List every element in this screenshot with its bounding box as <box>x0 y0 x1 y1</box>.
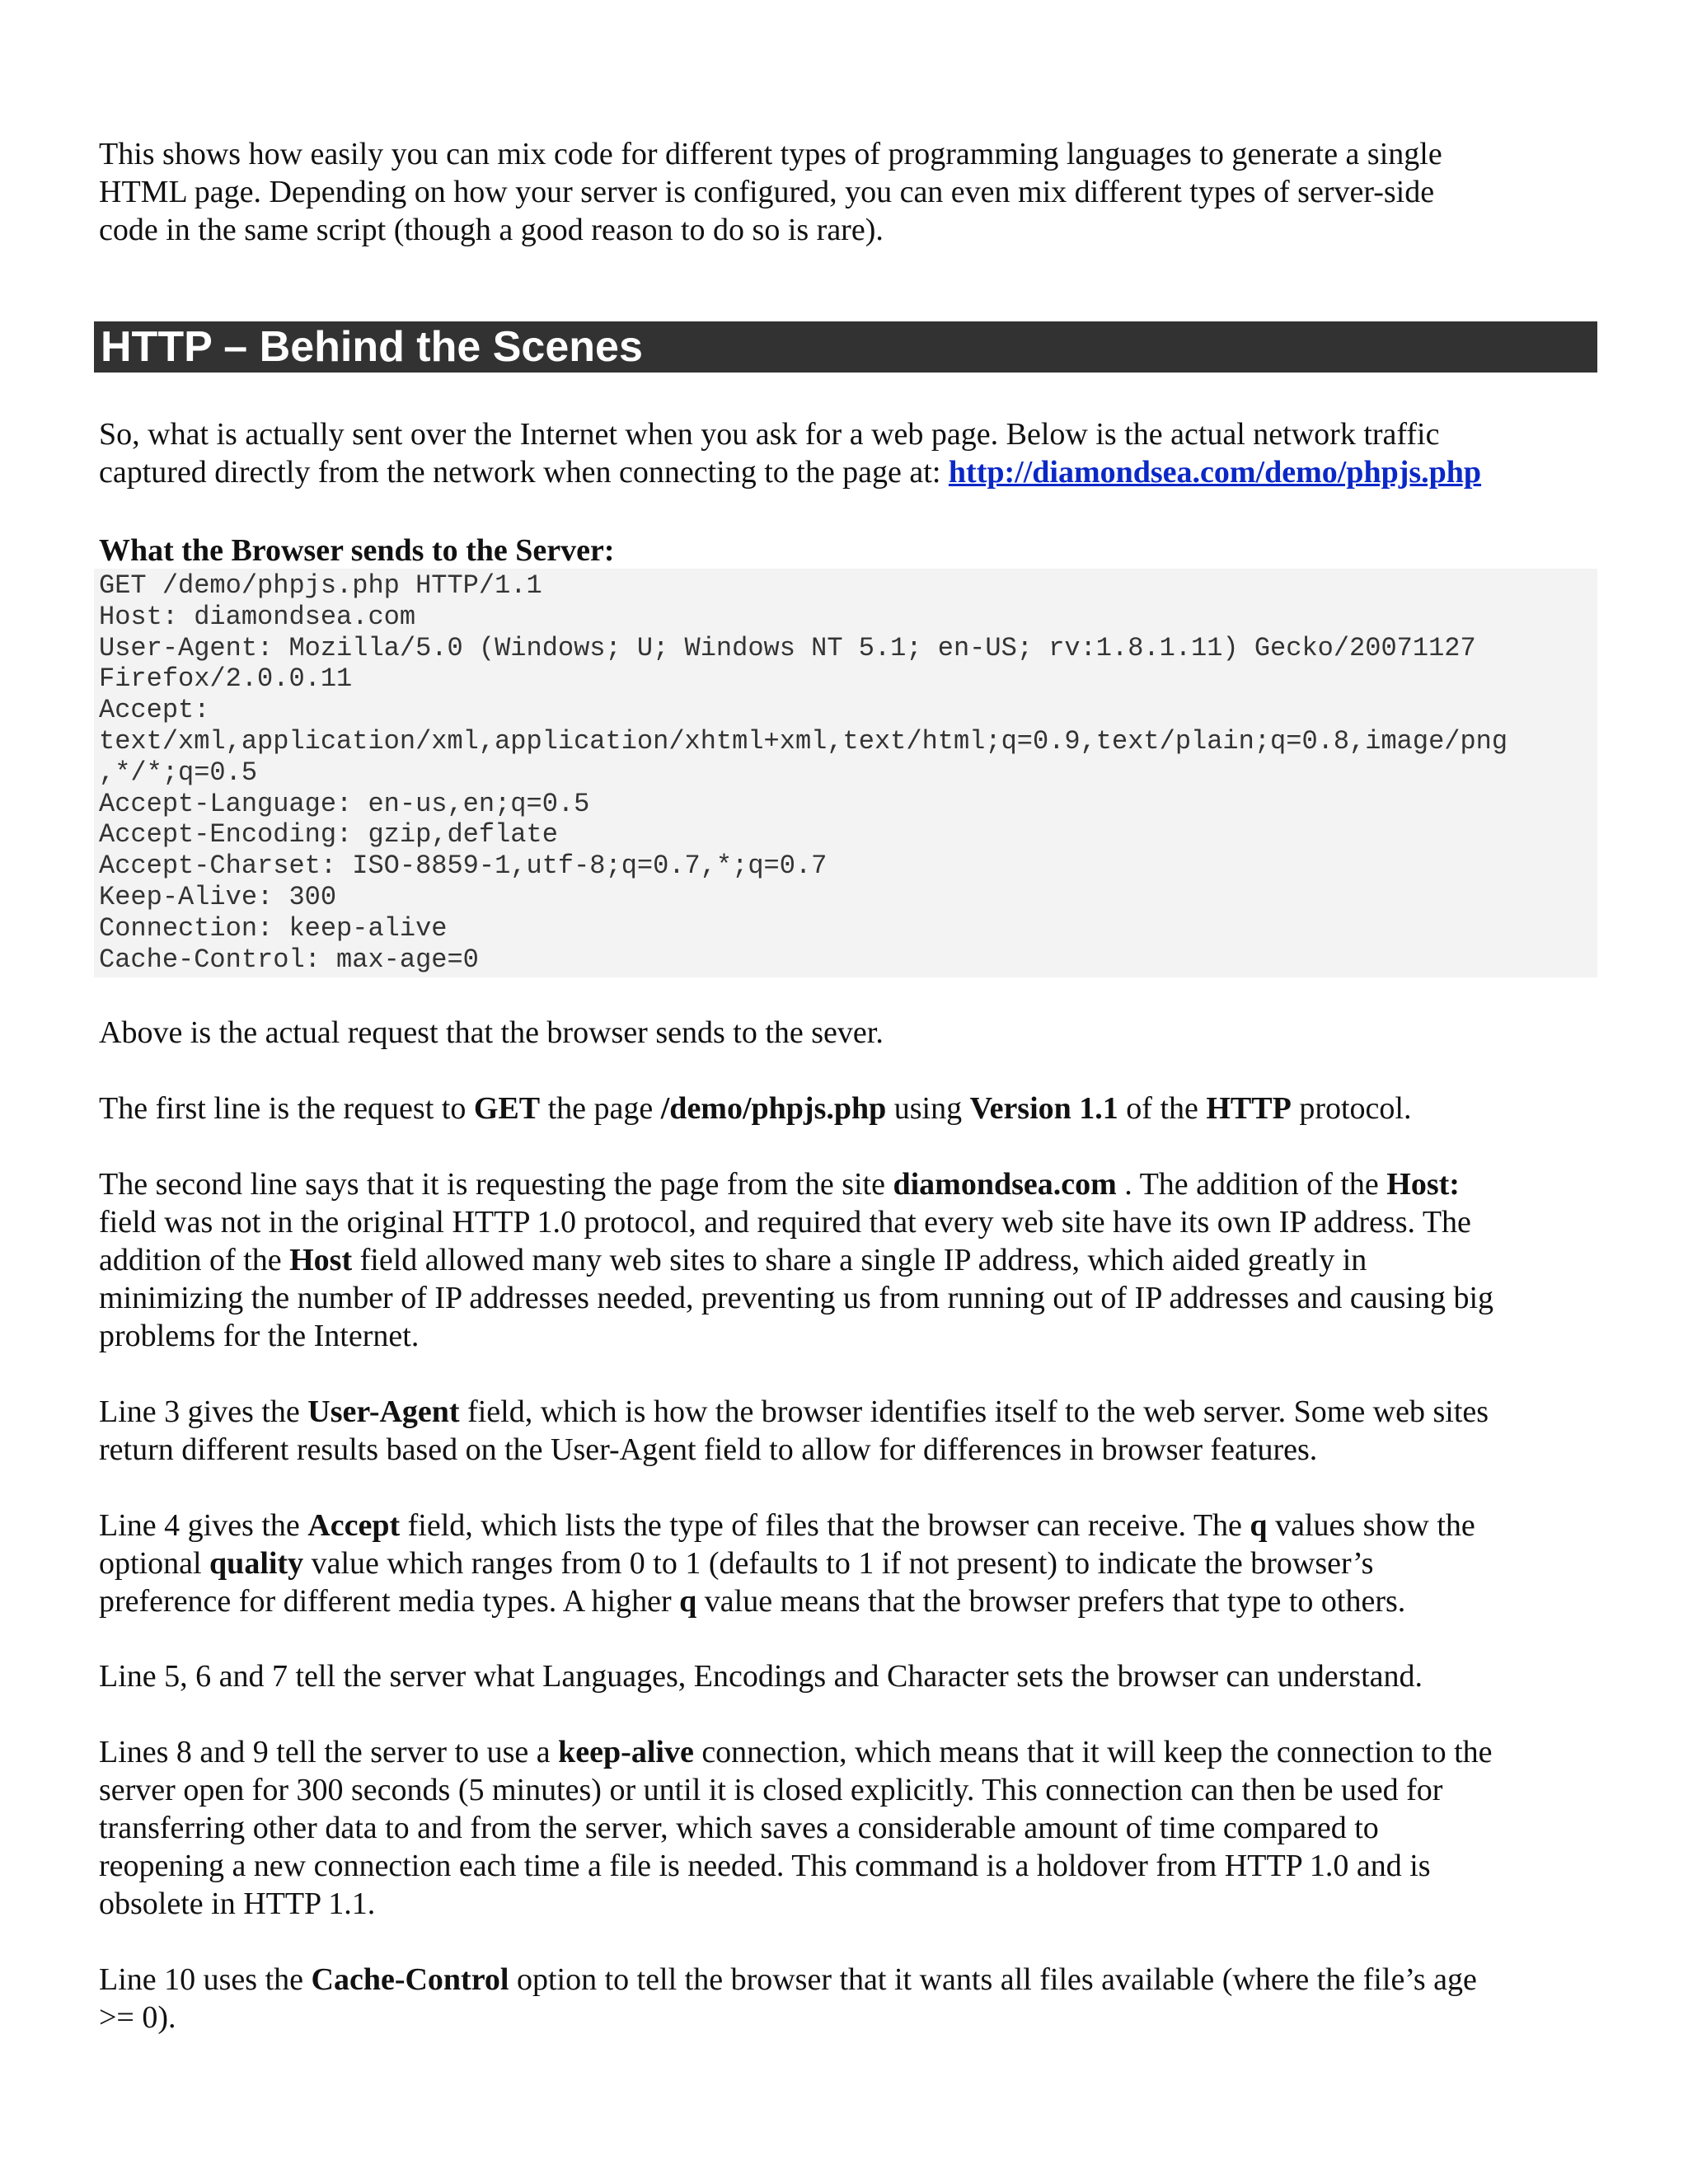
line567-text: Line 5, 6 and 7 tell the server what Languages, Encodings and Character sets the browser can understand. <box>99 1659 1423 1694</box>
intro-line: HTML page. Depending on how your server is configured, you can even mix different types of server-side <box>99 175 1435 209</box>
code-line: ,*/*;q=0.5 <box>99 757 258 788</box>
line4-text: optional quality value which ranges from 0 to 1 (defaults to 1 if not present) to indicate the browser’s <box>99 1546 1374 1581</box>
code-line: Accept-Language: en-us,en;q=0.5 <box>99 788 590 819</box>
line4-text: Line 4 gives the Accept field, which lists the type of files that the browser can receive. The q values show the <box>99 1508 1475 1543</box>
line89-text: transferring other data to and from the server, which saves a considerable amount of time compared to <box>99 1811 1379 1845</box>
so-line <box>99 453 1599 491</box>
line4-paragraph <box>99 1507 1599 1620</box>
so-paragraph <box>99 415 1599 491</box>
line3-text: return different results based on the User-Agent field to allow for differences in browser features. <box>99 1432 1318 1467</box>
second-line-text: The second line says that it is requesting the page from the site diamondsea.com . The addition of the Host: <box>99 1167 1460 1202</box>
line4-text: preference for different media types. A higher q value means that the browser prefers that type to others. <box>99 1584 1406 1619</box>
first-line-text: The first line is the request to GET the page /demo/phpjs.php using Version 1.1 of the HTTP protocol. <box>99 1091 1412 1126</box>
second-line-text: minimizing the number of IP addresses needed, preventing us from running out of IP addresses and causing big <box>99 1281 1494 1315</box>
line567-paragraph <box>99 1657 1599 1695</box>
code-line: Accept-Encoding: gzip,deflate <box>99 819 558 851</box>
line89-text: Lines 8 and 9 tell the server to use a keep-alive connection, which means that it will keep the connection to the <box>99 1735 1493 1769</box>
line89-text: obsolete in HTTP 1.1. <box>99 1886 376 1921</box>
code-line: Accept: <box>99 695 210 726</box>
code-line: Accept-Charset: ISO-8859-1,utf-8;q=0.7,*;q=0.7 <box>99 851 828 882</box>
code-line: Host: diamondsea.com <box>99 601 416 632</box>
request-heading-block <box>99 532 1599 569</box>
line10-text: >= 0). <box>99 2000 176 2035</box>
above-line: Above is the actual request that the browser sends to the sever. <box>99 1015 884 1050</box>
line89-paragraph <box>99 1733 1599 1923</box>
second-line-paragraph <box>99 1165 1599 1355</box>
first-line-paragraph <box>99 1090 1599 1127</box>
second-line-text: problems for the Internet. <box>99 1319 420 1353</box>
line3-text: Line 3 gives the User-Agent field, which is how the browser identifies itself to the web server. Some web sites <box>99 1394 1489 1429</box>
so-line-text: captured directly from the network when connecting to the page at: <box>99 455 949 490</box>
code-line: Connection: keep-alive <box>99 912 448 944</box>
second-line-text: addition of the Host field allowed many web sites to share a single IP address, which aided greatly in <box>99 1243 1367 1277</box>
second-line-text: field was not in the original HTTP 1.0 protocol, and required that every web site have its own IP address. The <box>99 1205 1471 1240</box>
section-heading-bar <box>94 321 1597 373</box>
demo-page-link[interactable]: http://diamondsea.com/demo/phpjs.php <box>948 455 1482 490</box>
request-heading: What the Browser sends to the Server: <box>99 533 615 568</box>
line89-text: server open for 300 seconds (5 minutes) or until it is closed explicitly. This connection can then be used for <box>99 1773 1443 1807</box>
code-line: text/xml,application/xml,application/xhtml+xml,text/html;q=0.9,text/plain;q=0.8,image/png <box>99 725 1508 757</box>
section-heading: HTTP – Behind the Scenes <box>101 323 643 371</box>
line89-text: reopening a new connection each time a file is needed. This command is a holdover from HTTP 1.0 and is <box>99 1849 1431 1883</box>
code-line: GET /demo/phpjs.php HTTP/1.1 <box>99 570 542 601</box>
intro-line: This shows how easily you can mix code for different types of programming languages to generate a single <box>99 137 1442 171</box>
code-line: Keep-Alive: 300 <box>99 881 337 912</box>
intro-line: code in the same script (though a good reason to do so is rare). <box>99 213 884 247</box>
request-code-block <box>94 569 1597 977</box>
so-line: So, what is actually sent over the Internet when you ask for a web page. Below is the actual network traffic <box>99 417 1440 452</box>
line10-text: Line 10 uses the Cache-Control option to tell the browser that it wants all files available (where the file’s age <box>99 1962 1477 1997</box>
code-line: Cache-Control: max-age=0 <box>99 944 479 975</box>
above-paragraph <box>99 1014 1599 1052</box>
code-line: Firefox/2.0.0.11 <box>99 663 353 695</box>
code-line: User-Agent: Mozilla/5.0 (Windows; U; Windows NT 5.1; en-US; rv:1.8.1.11) Gecko/20071127 <box>99 632 1476 663</box>
line10-paragraph <box>99 1961 1599 2036</box>
line3-paragraph <box>99 1393 1599 1469</box>
intro-paragraph <box>99 135 1599 249</box>
